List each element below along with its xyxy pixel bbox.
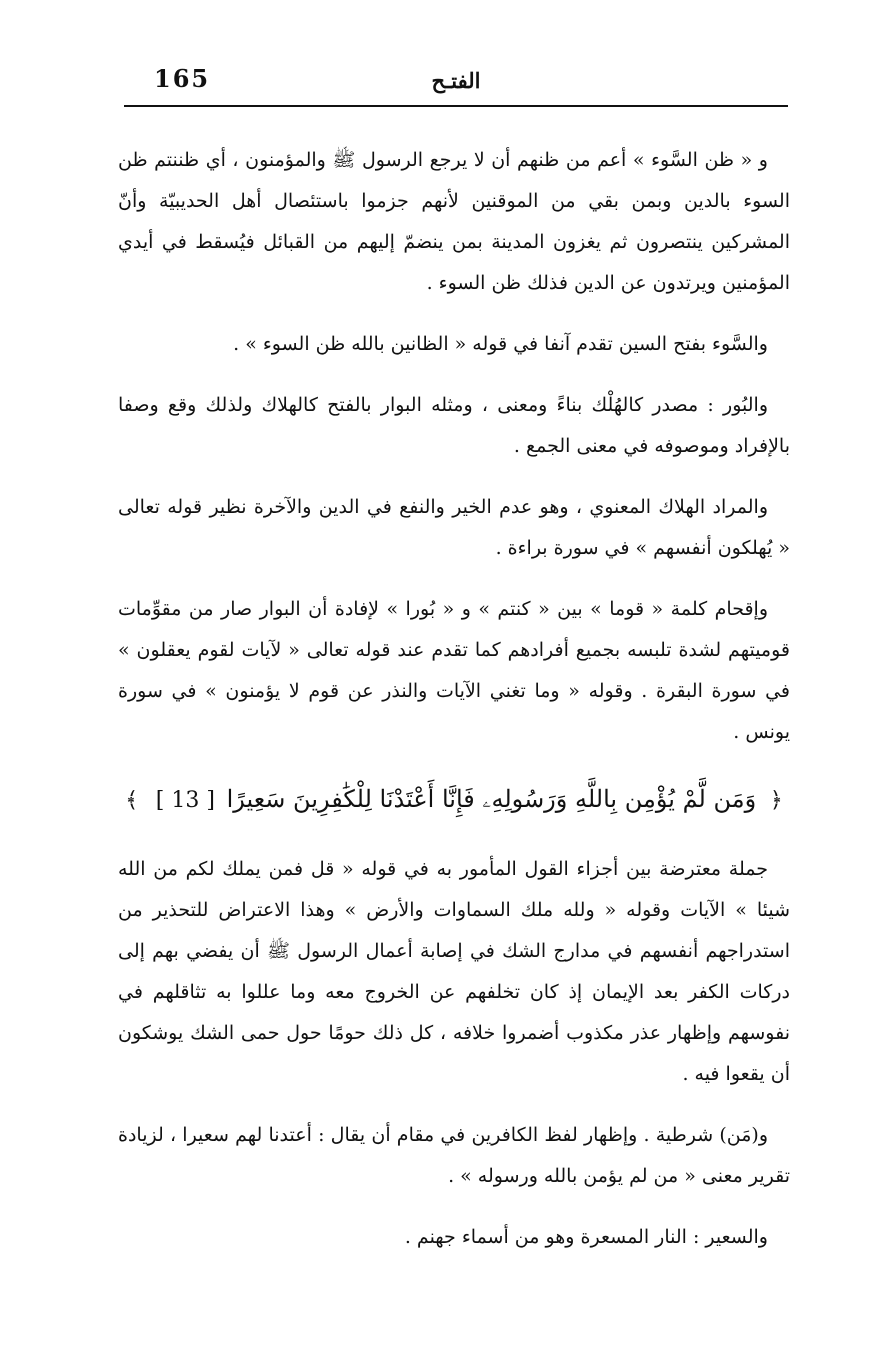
paragraph-al-halak: والمراد الهلاك المعنوي ، وهو عدم الخير والنفع في الدين والآخرة نظير قوله تعالى « يُهلكون أنفسهم » في سورة براءة .	[118, 496, 790, 559]
running-title: الفتـح	[431, 68, 481, 93]
main-text	[118, 140, 790, 1278]
page-header	[124, 62, 788, 106]
paragraph-iqham-qawm: وإقحام كلمة « قوما » بين « كنتم » و « بُورا » لإفادة أن البوار صار من مقوِّمات قوميتهم لشدة تلبسه بجميع أفرادهم كما تقدم عند قوله تعالى « لآيات لقوم يعقلون » في سورة البقرة . وقوله « وما تغني الآيات والنذر عن قوم لا يؤمنون » في سورة يونس .	[118, 598, 790, 743]
paragraph-zann-al-saw: و « ظن السَّوء » أعم من ظنهم أن لا يرجع الرسول ﷺ والمؤمنون ، أي ظننتم ظن السوء بالدين وبمن بقي من الموقنين لأنهم جزموا باستئصال أهل الحديبيّة وأنّ المشركين ينتصرون ثم يغزون المدينة بمن ينضمّ إليهم من القبائل فيُسقط في أيدي المؤمنين ويرتدون عن الدين فذلك ظن السوء .	[118, 149, 790, 294]
verse-text: وَمَن لَّمْ يُؤْمِن بِاللَّهِ وَرَسُولِهِۦ فَإِنَّا أَعْتَدْنَا لِلْكَٰفِرِينَ سَعِيرًا	[226, 785, 757, 813]
paragraph-man-shartiyya: و(مَن) شرطية . وإظهار لفظ الكافرين في مقام أن يقال : أعتدنا لهم سعيرا ، لزيادة تقرير معنى « من لم يؤمن بالله ورسوله » .	[118, 1124, 790, 1187]
paragraph-al-saeer: والسعير : النار المسعرة وهو من أسماء جهنم .	[404, 1226, 768, 1248]
page-number: 165	[154, 64, 211, 93]
paragraph-al-bur: والبُور : مصدر كالهُلْك بناءً ومعنى ، ومثله البوار بالفتح كالهلاك ولذلك وقع وصفا بالإفراد وموصوفه في معنى الجمع .	[118, 394, 790, 457]
verse-open-ornament: ﴿	[769, 788, 783, 813]
header-divider	[124, 105, 788, 107]
paragraph-jumla-mutarida: جملة معترضة بين أجزاء القول المأمور به في قوله « قل فمن يملك لكم من الله شيئا » الآيات وقوله « ولله ملك السماوات والأرض » وهذا الاعتراض للتحذير من استدراجهم أنفسهم في مدارج الشك في إصابة أعمال الرسول ﷺ أن يفضي بهم إلى دركات الكفر بعد الإيمان إذ كان تخلفهم عن الخروج معه وما عللوا به تثاقلهم في نفوسهم وإظهار عذر مكذوب أضمروا خلافه ، كل ذلك حومًا حول حمى الشك يوشكون أن يقعوا فيه .	[118, 858, 790, 1085]
verse-number: [ 13 ]	[155, 788, 215, 813]
paragraph-al-saw-fath: والسَّوء بفتح السين تقدم آنفا في قوله « الظانين بالله ظن السوء » .	[233, 333, 768, 355]
quran-verse	[118, 779, 790, 821]
verse-close-ornament: ﴾	[125, 788, 139, 813]
